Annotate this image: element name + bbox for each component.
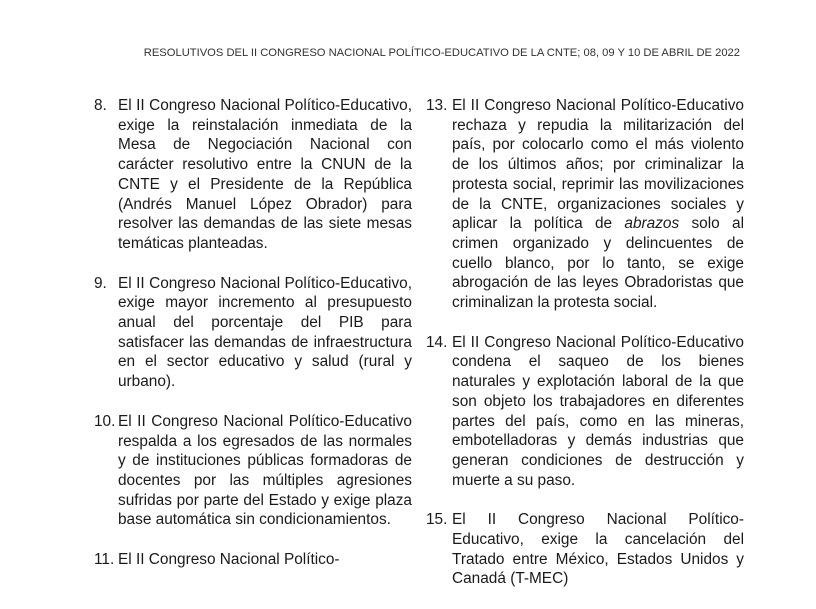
item-text: El II Congreso Nacional Político-Educativo condena el saqueo de los bienes naturales y explotación laboral de la que son objeto los trabajadores en diferentes partes del país, como en las mineras, embotelladoras y demás industrias que generan condiciones de destrucción y muerte a su paso.: [452, 333, 744, 489]
item-number: 11.: [94, 551, 115, 569]
item-text: El II Congreso Nacional Político-Educativo, exige mayor incremento al presupuesto anual del porcentaje del PIB para satisfacer las demandas de infraestructura en el sector educativo y salud (rural y urbano).: [118, 274, 412, 391]
page-header: RESOLUTIVOS DEL II CONGRESO NACIONAL POLÍTICO-EDUCATIVO DE LA CNTE; 08, 09 Y 10 DE ABRIL DE 2022: [143, 47, 740, 59]
resolution-item-15: [426, 510, 744, 589]
resolution-item-13: [426, 96, 744, 313]
resolution-item-9: [94, 274, 412, 392]
left-column: [94, 96, 412, 590]
item-text-emphasis: abrazos: [624, 215, 680, 233]
item-text-before: El II Congreso Nacional Político-Educativo rechaza y repudia la militarización del país, por colocarlo como el más violento de los últimos años; por criminalizar la protesta social, reprimir las movilizaciones de la CNTE, organizaciones sociales y aplicar la política de: [452, 97, 744, 233]
item-text: El II Congreso Nacional Político-Educativo respalda a los egresados de las normales y de instituciones públicas formadoras de docentes por las múltiples agresiones sufridas por parte del Estado y exige plaza base automática sin condicionamientos.: [118, 412, 412, 529]
item-text: El II Congreso Nacional Político-: [118, 551, 340, 569]
item-number: 15.: [426, 511, 448, 529]
item-text: El II Congreso Nacional Político-Educativo, exige la reinstalación inmediata de la Mesa de Negociación Nacional con carácter resolutivo entre la CNUN de la CNTE y el Presidente de la República (Andrés Manuel López Obrador) para resolver las demandas de las siete mesas temáticas planteadas.: [118, 97, 412, 252]
resolution-item-14: [426, 333, 744, 491]
resolution-item-11: [94, 550, 412, 570]
item-number: 10.: [94, 412, 116, 430]
resolution-item-10: [94, 412, 412, 530]
item-text-after: solo al crimen organizado y delincuentes de cuello blanco, por lo tanto, se exige abrogación de las leyes Obradoristas que criminalizan la protesta social.: [452, 215, 745, 312]
item-number: 8.: [94, 97, 107, 114]
item-text: [452, 96, 744, 313]
item-text: El II Congreso Nacional Político-Educativo, exige la cancelación del Tratado entre México, Estados Unidos y Canadá (T-MEC): [452, 511, 744, 588]
item-number: 9.: [94, 274, 107, 292]
item-number: 14.: [426, 333, 448, 351]
right-column: [426, 96, 744, 609]
item-number: 13.: [426, 97, 448, 114]
resolution-item-8: [94, 96, 412, 254]
